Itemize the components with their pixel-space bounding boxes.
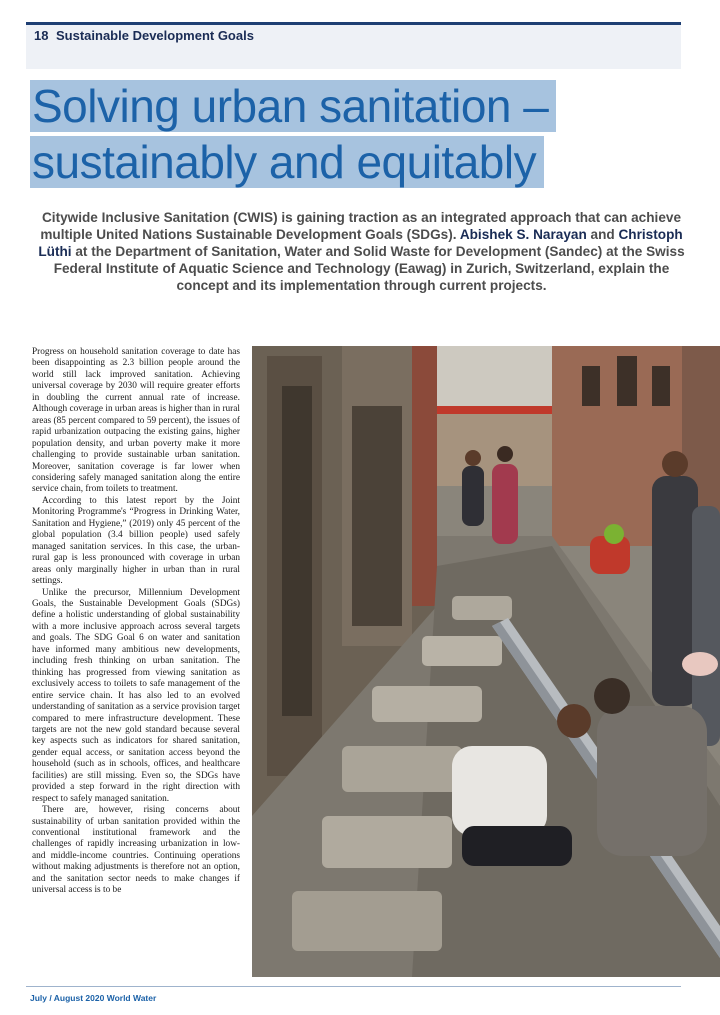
headline-line-2: sustainably and equitably [30, 136, 544, 188]
body-paragraph: Progress on household sanitation coverage to date has been disappointing as 2.3 billion people around the world still lack improved sanitation. Achieving universal coverage by 2030 will require greater efforts in doubling the current annual rate of increase. Although coverage in urban areas is higher than in rural areas (85 percent compared to 59 percent), the issues of rapid urbanization outpacing the existing gains, higher population density, and urban poverty make it more challenging to provide sustainable urban sanitation. Moreover, sanitation coverage is far lower when considering safely managed sanitation along the entire service chain, from toilets to treatment. [32, 347, 240, 495]
body-text-column [32, 347, 240, 979]
standfirst-rest: at the Department of Sanitation, Water and Solid Waste for Development (Sandec) at the Swiss Federal Institute of Aquatic Science and Technology (Eawag) in Zurich, Switzerland, explain the concept and its implementation through current projects. [53, 244, 685, 293]
page-number: 18 [34, 28, 49, 43]
footer-issue: July / August 2020 [30, 993, 105, 1003]
footer-magazine: World Water [106, 993, 157, 1003]
section-name: Sustainable Development Goals [56, 28, 254, 43]
headline-line-1: Solving urban sanitation – [30, 80, 556, 132]
standfirst-and: and [590, 227, 615, 242]
footer [30, 993, 156, 1003]
author-name: Abishek S. Narayan [459, 227, 587, 242]
body-paragraph: Unlike the precursor, Millennium Development Goals, the Sustainable Development Goals (SDGs) define a holistic understanding of global sustainability with a more inclusive approach across several targets and goals. The SDG Goal 6 on water and sanitation have informed many ambitious new developments, including fresh thinking on urban sanitation. The thinking has progressed from viewing sanitation as exclusively access to toilets to safe management of the entire service chain. It has also led to an evolved understanding of sanitation as a service provision target compared to mere infrastructure development. These targets are not the new gold standard because several key aspects such as indicators for shared sanitation, gender equal access, or sanitation access beyond the household (such as in schools, offices, and healthcare facilities) are still missing. Even so, the SDGs have provided a step forward in the right direction with respect to safely managed sanitation. [32, 587, 240, 804]
standfirst [34, 209, 689, 294]
author-name: Christoph Lüthi [38, 227, 683, 259]
body-paragraph: According to this latest report by the Joint Monitoring Programme's “Progress in Drinking Water, Sanitation and Hygiene,” (2019) only 45 percent of the global population (3.4 billion people) used safely managed sanitation services. In this case, the urban-rural gap is less pronounced with coverage in urban areas only marginally higher in urban than in rural settings. [32, 495, 240, 587]
footer-rule [26, 986, 681, 987]
street-sewer-construction-photo [252, 346, 720, 977]
body-paragraph: There are, however, rising concerns about sustainability of urban sanitation provided within the conventional institutional framework and the challenges of rapidly increasing urbanization in low- and middle-income countries. Continuing operations without making adjustments is therefore not an option, and the sanitation sector needs to make changes if universal access is to be [32, 805, 240, 896]
standfirst-intro: Citywide Inclusive Sanitation (CWIS) is gaining traction as an integrated approach that can achieve multiple United Nations Sustainable Development Goals (SDGs). [40, 210, 682, 242]
